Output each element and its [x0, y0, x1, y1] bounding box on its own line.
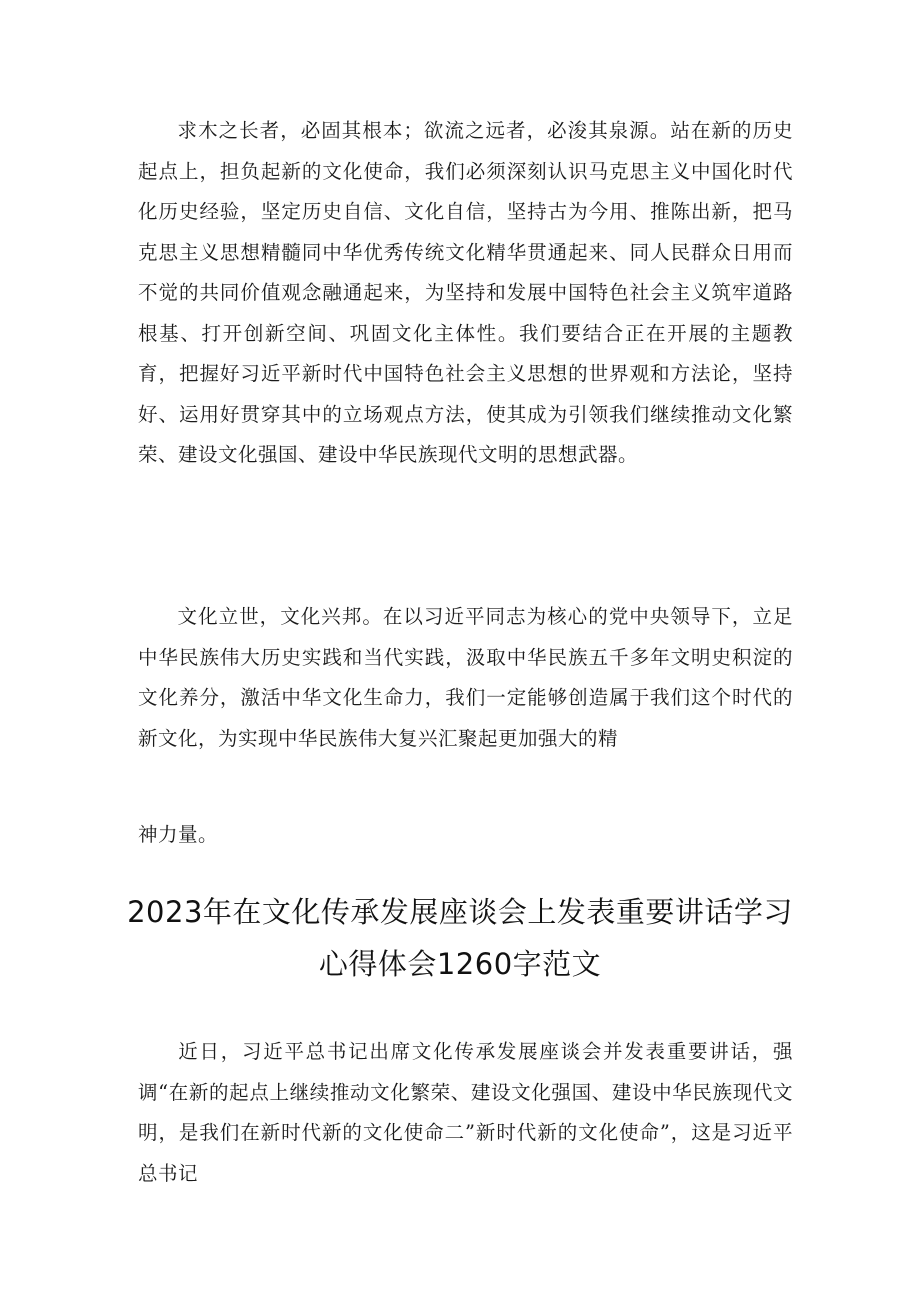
paragraph-2-text: 文化立世，文化兴邦。在以习近平同志为核心的党中央领导下，立足中华民族伟大历史实践和当代实践，汲取中华民族五千多年文明史积淀的文化养分，激活中华文化生命力，我们一定能够创造属于我们这个时代的新文化，为实现中华民族伟大复兴汇聚起更加强大的精 [138, 605, 793, 750]
paragraph-1-text: 求木之长者，必固其根本；欲流之远者，必浚其泉源。站在新的历史起点上，担负起新的文化使命，我们必须深刻认识马克思主义中国化时代化历史经验，坚定历史自信、文化自信，坚持古为今用、推陈出新，把马克思主义思想精髓同中华优秀传统文化精华贯通起来、同人民群众日用而不觉的共同价值观念融通起来，为坚持和发展中国特色社会主义筑牢道路根基、打开创新空间、巩固文化主体性。我们要结合正在开展的主题教育，把握好习近平新时代中国特色社会主义思想的世界观和方法论，坚持好、运用好贯穿其中的立场观点方法，使其成为引领我们继续推动文化繁荣、建设文化强国、建设中华民族现代文明的思想武器。 [138, 119, 793, 466]
title-line-2: 心得体会1260字范文 [318, 947, 602, 981]
paragraph-2-continued-text: 神力量。 [138, 823, 219, 846]
body-paragraph-1 [138, 111, 793, 476]
article-title [100, 886, 820, 990]
title-line-1: 2023年在文化传承发展座谈会上发表重要讲话学习 [127, 895, 793, 929]
paragraph-3-text: 近日，习近平总书记出席文化传承发展座谈会并发表重要讲话，强调“在新的起点上继续推动文化繁荣、建设文化强国、建设中华民族现代文明，是我们在新时代新的文化使命二”新时代新的文化使命”，这是习近平总书记 [138, 1040, 793, 1185]
body-paragraph-2-continued [138, 815, 793, 856]
body-paragraph-3 [138, 1032, 793, 1194]
body-paragraph-2 [138, 597, 793, 759]
